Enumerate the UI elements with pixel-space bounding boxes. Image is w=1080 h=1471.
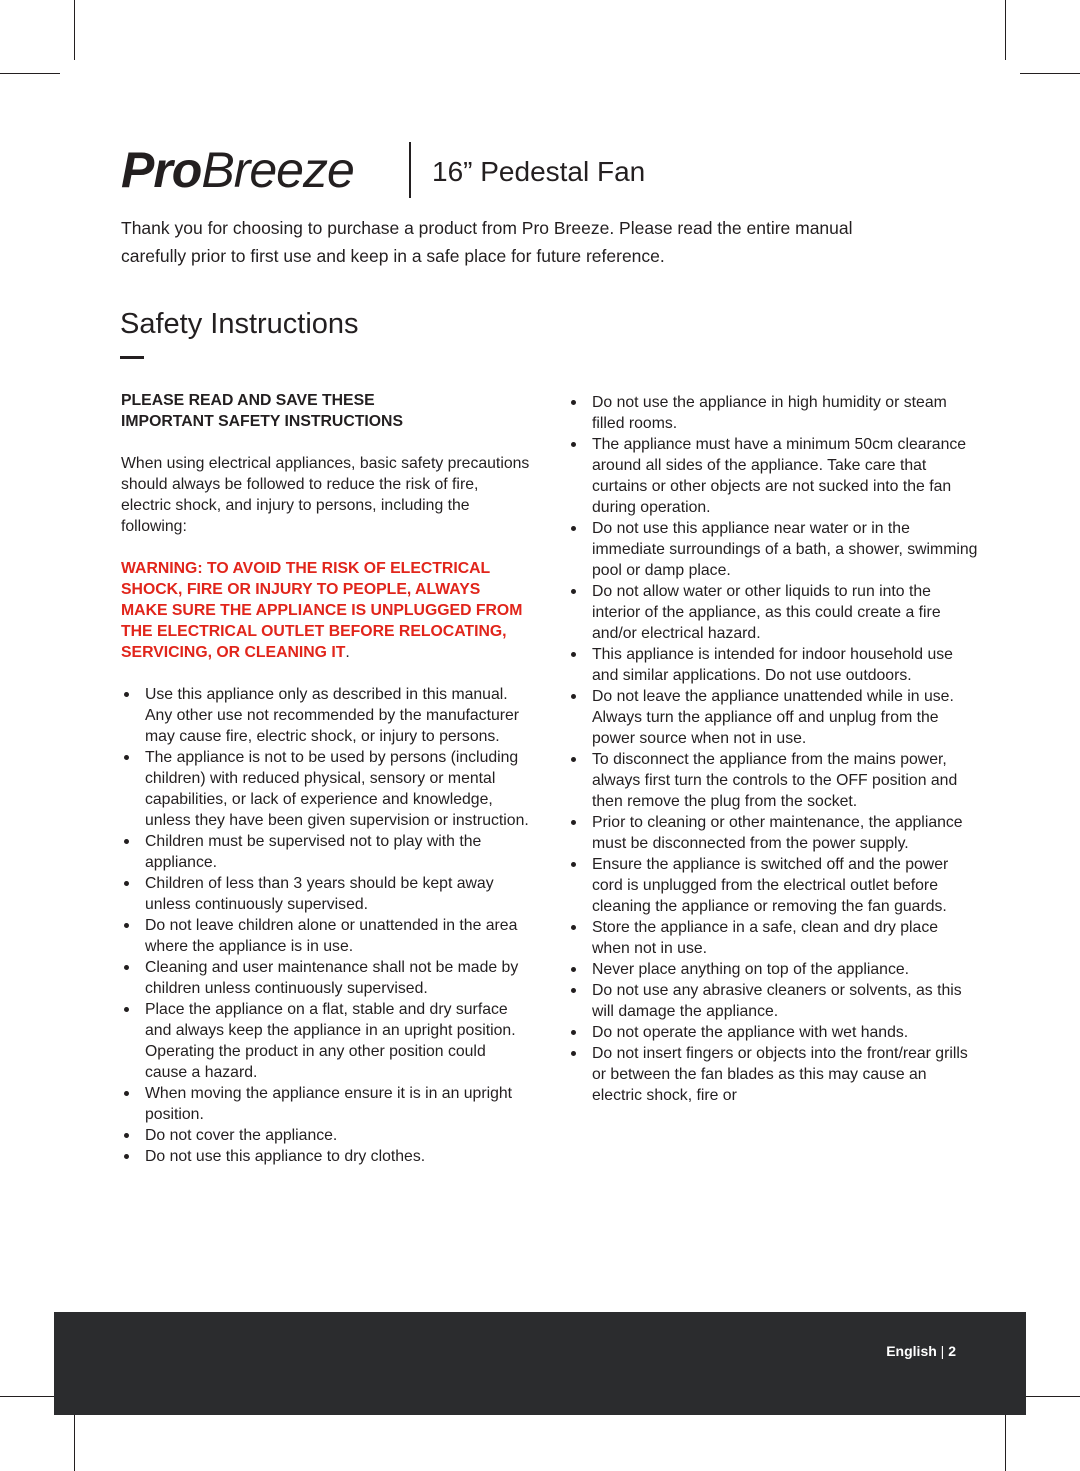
warning-period: . [345,644,350,661]
crop-mark-bottom-right-horizontal [1020,1396,1080,1397]
right-bullet-list [568,392,978,1106]
crop-mark-bottom-left-horizontal [0,1396,60,1397]
list-item: Do not cover the appliance. [121,1125,531,1146]
footer-band [54,1312,1026,1415]
precautions-paragraph: When using electrical appliances, basic safety precautions should always be followed to reduce the risk of fire, electric shock, and injury to persons, including the following: [121,455,530,535]
left-column [121,390,531,1167]
list-item: Use this appliance only as described in this manual. Any other use not recommended by the manufacturer may cause fire, electric shock, or injury to persons. [121,684,531,747]
list-item: Never place anything on top of the appliance. [568,959,978,980]
logo-pro-text: Pro [121,142,202,198]
list-item: Do not allow water or other liquids to run into the interior of the appliance, as this could create a fire and/or electrical hazard. [568,581,978,644]
list-item: Do not leave the appliance unattended while in use. Always turn the appliance off and unplug from the power source when not in use. [568,686,978,749]
crop-mark-top-left-horizontal [0,73,60,74]
list-item: Do not insert fingers or objects into the front/rear grills or between the fan blades as this may cause an electric shock, fire or [568,1043,978,1106]
right-column [568,392,978,1106]
header-divider [409,142,411,198]
list-item: To disconnect the appliance from the mains power, always first turn the controls to the OFF position and then remove the plug from the socket. [568,749,978,812]
section-title-underline [120,356,144,359]
list-item: Children must be supervised not to play with the appliance. [121,831,531,873]
list-item: Do not operate the appliance with wet hands. [568,1022,978,1043]
warning-text: WARNING: TO AVOID THE RISK OF ELECTRICAL SHOCK, FIRE OR INJURY TO PEOPLE, ALWAYS MAKE SURE THE APPLIANCE IS UNPLUGGED FROM THE ELECTRICAL OUTLET BEFORE RELOCATING, SERVICING, OR CLEANING IT [121,560,523,661]
page-label [886,1342,956,1360]
list-item: Prior to cleaning or other maintenance, the appliance must be disconnected from the power supply. [568,812,978,854]
crop-mark-top-right-vertical [1005,0,1006,60]
safety-heading-line-2: IMPORTANT SAFETY INSTRUCTIONS [121,413,404,430]
logo-breeze-text: Breeze [201,142,354,198]
list-item: This appliance is intended for indoor household use and similar applications. Do not use outdoors. [568,644,978,686]
list-item: Place the appliance on a flat, stable and dry surface and always keep the appliance in an upright position. Operating the product in any other position could cause a hazard. [121,999,531,1083]
list-item: Ensure the appliance is switched off and the power cord is unplugged from the electrical outlet before cleaning the appliance or removing the fan guards. [568,854,978,917]
list-item: Do not leave children alone or unattended in the area where the appliance is in use. [121,915,531,957]
page-number: 2 [948,1343,956,1359]
safety-heading-line-1: PLEASE READ AND SAVE THESE [121,392,375,409]
list-item: Cleaning and user maintenance shall not be made by children unless continuously supervised. [121,957,531,999]
brand-logo [121,140,354,200]
list-item: When moving the appliance ensure it is in an upright position. [121,1083,531,1125]
left-bullet-list [121,684,531,1167]
list-item: Do not use this appliance near water or in the immediate surroundings of a bath, a shower, swimming pool or damp place. [568,518,978,581]
crop-mark-bottom-right-vertical [1005,1411,1006,1471]
page-label-separator: | [940,1343,945,1359]
list-item: Do not use the appliance in high humidity or steam filled rooms. [568,392,978,434]
product-title: 16” Pedestal Fan [432,156,646,187]
list-item: The appliance must have a minimum 50cm clearance around all sides of the appliance. Take care that curtains or other objects are not sucked into the fan during operation. [568,434,978,518]
list-item: The appliance is not to be used by persons (including children) with reduced physical, sensory or mental capabilities, or lack of experience and knowledge, unless they have been given supervision or instruction. [121,747,531,831]
crop-mark-bottom-left-vertical [74,1411,75,1471]
document-header [121,140,1021,200]
warning-notice [121,558,531,663]
section-title: Safety Instructions [120,308,359,340]
language-label: English [886,1343,937,1359]
list-item: Do not use this appliance to dry clothes. [121,1146,531,1167]
list-item: Children of less than 3 years should be kept away unless continuously supervised. [121,873,531,915]
list-item: Do not use any abrasive cleaners or solvents, as this will damage the appliance. [568,980,978,1022]
list-item: Store the appliance in a safe, clean and dry place when not in use. [568,917,978,959]
crop-mark-top-right-horizontal [1020,73,1080,74]
crop-mark-top-left-vertical [74,0,75,60]
safety-heading [121,390,531,432]
intro-paragraph: Thank you for choosing to purchase a product from Pro Breeze. Please read the entire manual carefully prior to first use and keep in a safe place for future reference. [121,218,853,266]
